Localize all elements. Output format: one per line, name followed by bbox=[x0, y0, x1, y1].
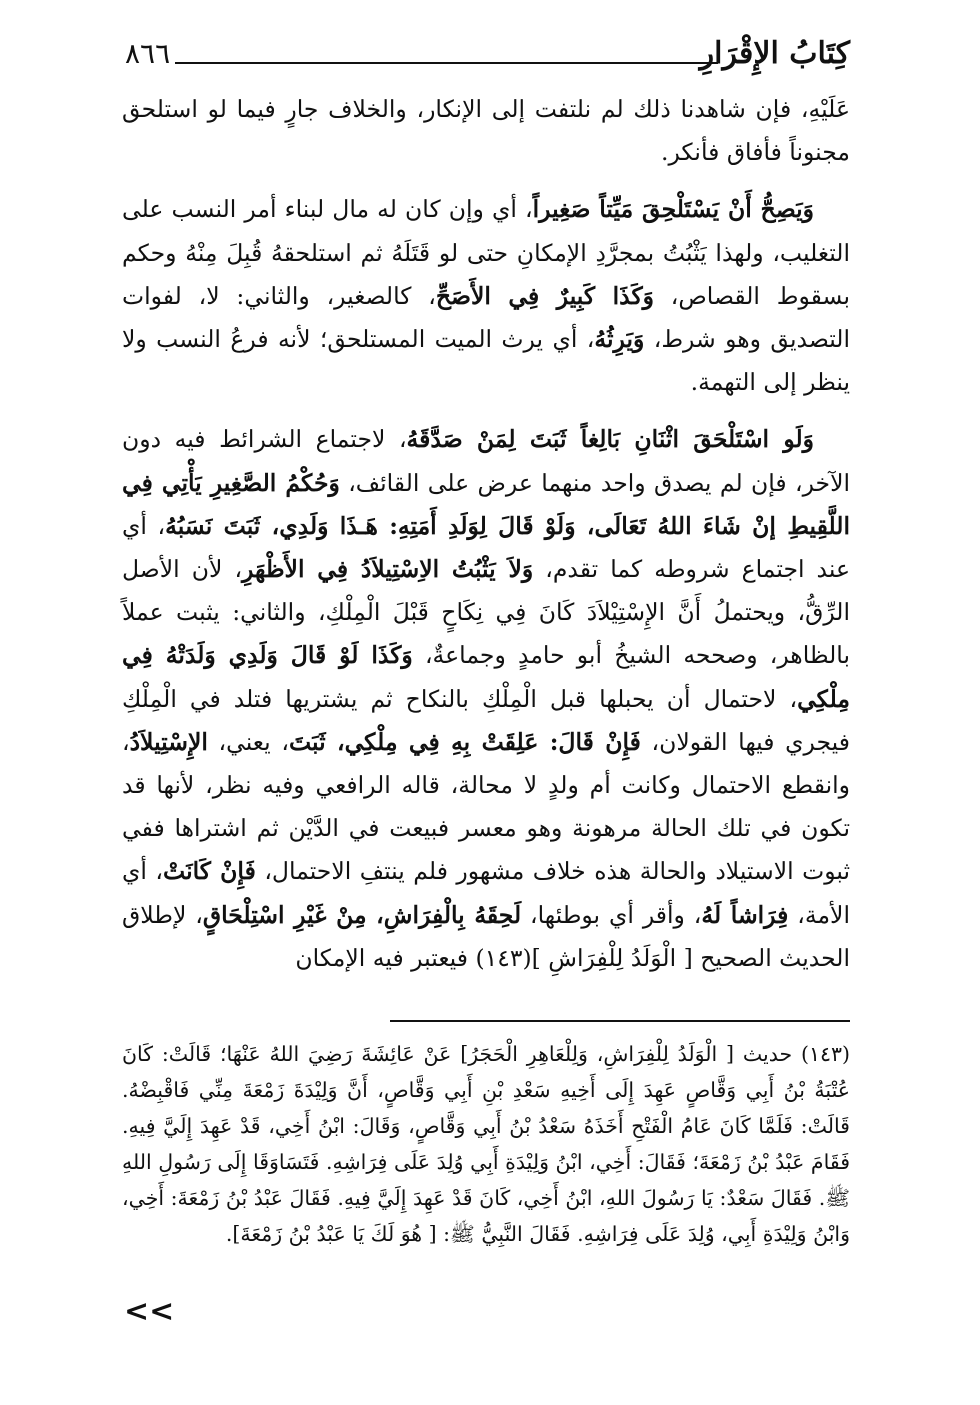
page-header bbox=[125, 34, 850, 78]
page-number: ٨٦٦ bbox=[125, 37, 171, 70]
body-text bbox=[122, 88, 850, 980]
text-span: الإِسْتِيلاَدُ bbox=[129, 727, 208, 756]
continuation-mark: << bbox=[124, 1294, 175, 1329]
footnote-separator bbox=[390, 1020, 850, 1022]
header-rule bbox=[175, 62, 718, 64]
text-span: وَكَذَا لَوْ قَالَ وَلَدِي وَلَدَتْهُ فِي مِلْكِي bbox=[122, 641, 850, 713]
text-span: فَإِنْ قَالَ: عَلِقَتْ بِهِ فِي مِلْكِي، ثَبَتَ bbox=[288, 727, 641, 756]
text-span: وَيَصِحُّ أَنْ يَسْتَلْحِقَ مَيِّتاً صَغِيراً bbox=[532, 195, 814, 224]
text-span: ، كالصغير، والثاني: لا، لفوات التصديق وهو شرط، bbox=[122, 281, 850, 354]
text-span: فَإِنْ كَانَتْ bbox=[163, 857, 256, 886]
text-span: ، أي وإن كان له مال لبناء أمر النسب على التغليب، ولهذا يَثْبُتُ بمجرَّدِ الإمكانِ حتى لو قَتَلَهُ ثم استلحقهُ قُبِلَ مِنْهُ وحكم بسقوط القصاص، bbox=[122, 195, 850, 310]
text-span: فِرَاشاً لَهُ bbox=[701, 900, 789, 929]
text-span: وَلَو اسْتَلْحَقَ اثْنَانِ بَالِغاً ثَبَتَ لِمَنْ صَدَّقَهُ bbox=[406, 425, 814, 454]
text-span: وَكَذَا كَبِيرٌ فِي الأَصَحِّ bbox=[435, 281, 654, 310]
text-span: ، لاحتمال أن يحبلها قبل الْمِلْكِ بالنكاح ثم يشتريها فتلد في الْمِلْكِ فيجري فيها القولان، bbox=[122, 684, 850, 756]
text-span: ، يعني، bbox=[207, 727, 289, 756]
text-span: ، أي الأمة، bbox=[122, 857, 850, 929]
running-title: كِتَابُ الإِقْرَارِ bbox=[699, 36, 850, 71]
text-span: ، أي يرث الميت المستلحق؛ لأنه فرعُ النسب ولا ينظر إلى التهمة. bbox=[122, 325, 850, 397]
text-span: ، وانقطع الاحتمال وكانت أم ولدٍ لا محالة، قاله الرافعي وفيه نظر، لأنها قد تكون في تلك الحالة مرهونة وهو معسر فبيعت في الدَّيْن ثم اشتراها ففي ثبوت الاستيلاد والحالة هذه خلاف مشهور فلم ينتفِ الاحتمال، bbox=[122, 727, 851, 886]
paragraph-1: عَلَيْهِ، فإن شاهدنا ذلك لم نلتفت إلى الإنكار، والخلاف جارٍ فيما لو استلحق مجنوناً فأفاق فأنكر. bbox=[122, 95, 850, 167]
text-span: ، وأقر أي بوطئها، bbox=[521, 900, 702, 929]
text-span: وَيَرِثُهُ bbox=[594, 325, 645, 354]
text-span: وَحُكْمُ الصَّغِيرِ يَأْتِي فِي اللَّقِيطِ إنْ شَاءَ اللهُ تَعَالَى، وَلَوْ قَالَ لِوَلَدِ أَمَتِهِ: هَـذَا وَلَدِي، ثَبَتَ نَسَبُهُ bbox=[122, 468, 850, 540]
footnote bbox=[122, 1036, 850, 1252]
text-span: ، لإطلاق الحديث الصحيح [ الْوَلَدُ لِلْفِرَاشِ ](١٤٣) فيعتبر فيه الإمكان bbox=[122, 900, 850, 972]
text-span: وَلاَ يَثْبُتُ الاِسْتِيلاَدُ فِي الأَظْهَرِ bbox=[242, 555, 534, 584]
text-span: ، لاجتماع الشرائط فيه دون الآخر، فإن لم يصدق واحد منهما عرض على القائف، bbox=[122, 425, 850, 497]
text-span: لَحِقَهُ بِالْفِرَاشِ، مِنْ غَيْرِ اسْتِلْحَاقٍ bbox=[202, 900, 522, 929]
text-span: ، أي عند اجتماع شروطه كما تقدم، bbox=[122, 511, 850, 584]
paragraph-3 bbox=[122, 418, 850, 980]
text-span: ، لأن الأصل الرِّقُّ، ويحتملُ أَنَّ الإِسْتِيْلاَدَ كَانَ فِي نِكَاحٍ قَبْلَ الْمِلْكِ، والثاني: يثبت عملاً بالظاهر، وصححه الشيخُ أبو حامدٍ وجماعةٌ، bbox=[122, 555, 850, 670]
footnote-143: (١٤٣) حديث [ الْوَلَدُ لِلْفِرَاشِ، وَلِلْعَاهِرِ الْحَجَرُ] عَنْ عَائِشَةَ رَضِيَ اللهُ عَنْهَا؛ قَالَتْ: كَانَ عُتْبَةُ بْنُ أَبِي وَقَّاصٍ عَهِدَ إِلَى أَخِيهِ سَعْدِ بْنِ أَبِي وَقَّاصٍ، أَنَّ وَلِيْدَةَ زَمْعَةَ مِنِّي فَاقْبِضْهُ. قَالَتْ: فَلَمَّا كَانَ عَامُ الْفَتْحِ أَخَذَهُ سَعْدُ بْنُ أَبِي وَقَّاصٍ، وَقَالَ: ابْنُ أَخِي، قَدْ عَهِدَ إِلَيَّ فِيهِ. فَقَامَ عَبْدُ بْنُ زَمْعَةَ؛ فَقَالَ: أَخِي، ابْنُ وَلِيْدَةِ أَبِي وُلِدَ عَلَى فِرَاشِهِ. فَتَسَاوَقَا إِلَى رَسُولِ اللهِ ﷺ. فَقَالَ سَعْدٌ: يَا رَسُولَ اللهِ، ابْنُ أَخِي، كَانَ قَدْ عَهِدَ إِلَيَّ فِيهِ. فَقَالَ عَبْدُ بْنُ زَمْعَةَ: أَخِي، وَابْنُ وَلِيْدَةِ أَبِي، وُلِدَ عَلَى فِرَاشِهِ. فَقَالَ النَّبِيُّ ﷺ: [ هُوَ لَكَ يَا عَبْدُ بْنُ زَمْعَةَ]. bbox=[122, 1042, 850, 1246]
paragraph-2 bbox=[122, 188, 850, 404]
